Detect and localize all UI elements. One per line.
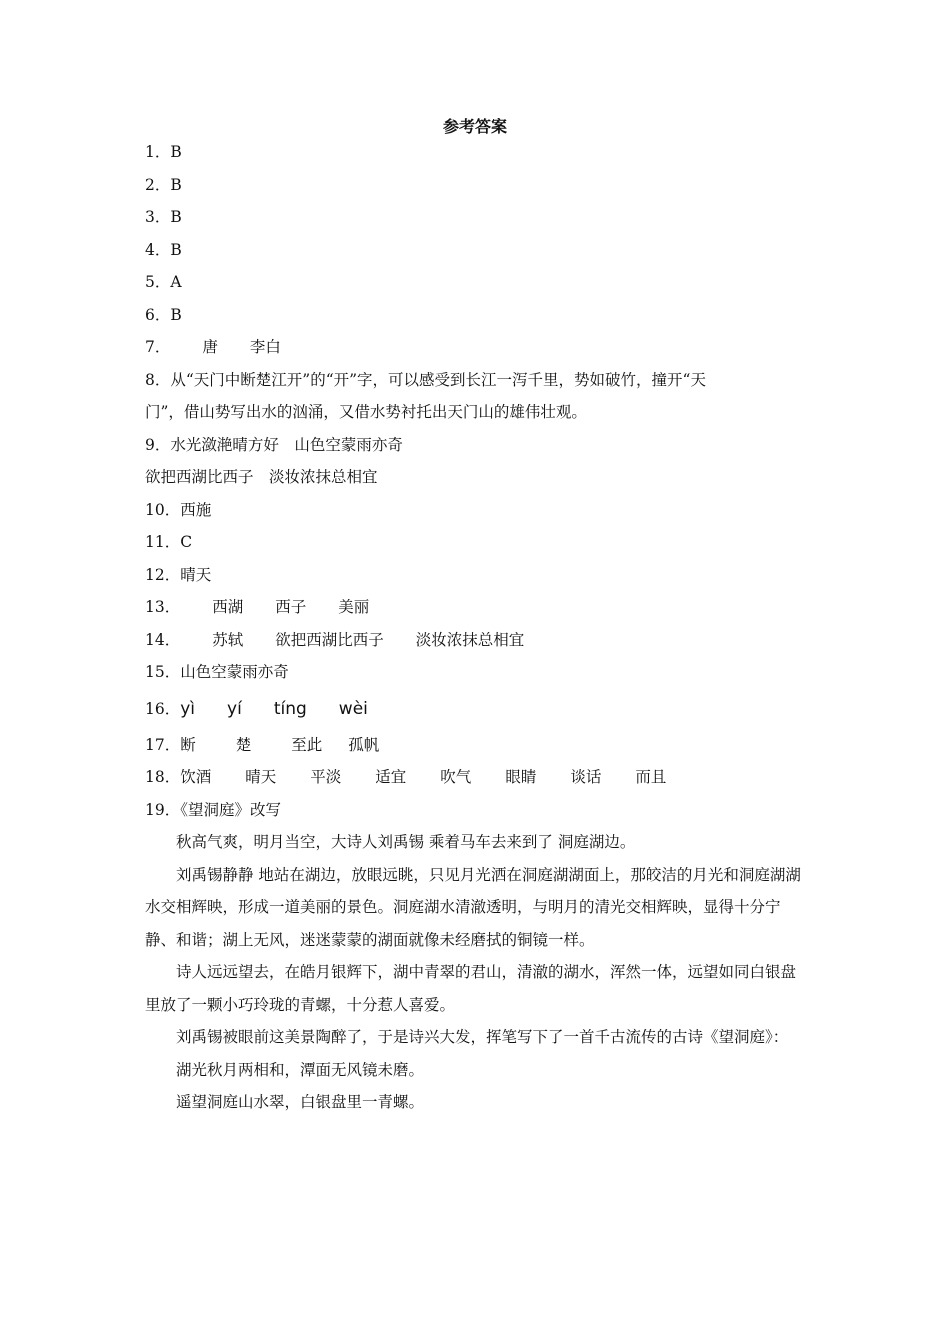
answer-9-line-1: 9．水光潋滟晴方好 山色空蒙雨亦奇	[145, 435, 403, 454]
answer-5: 5．A	[145, 273, 182, 291]
answer-13	[145, 591, 810, 624]
answer-part: 而且	[635, 768, 667, 786]
answer-19-paragraph-2: 刘禹锡静静 地站在湖边，放眼远眺，只见月光洒在洞庭湖湖面上，那皎洁的月光和洞庭湖湖水交相辉映，形成一道美丽的景色。洞庭湖水清澈透明，与明月的清光交相辉映，显得十分宁静、和谐；湖上无风，迷迷蒙蒙的湖面就像未经磨拭的铜镜一样。	[145, 865, 801, 949]
answer-part: 唐	[202, 338, 218, 356]
answer-17	[145, 729, 810, 762]
answer-part: 孤帆	[348, 735, 380, 754]
answer-18	[145, 761, 810, 794]
answer-16	[145, 689, 810, 729]
answer-14	[145, 624, 810, 657]
answer-8-line-2: 门”，借山势写出水的汹涌，又借水势衬托出天门山的雄伟壮观。	[145, 403, 587, 421]
answer-6: 6．B	[145, 305, 182, 324]
answer-part: 西子	[275, 598, 307, 616]
answer-number: 7．	[145, 338, 171, 356]
answer-19-paragraph-4: 刘禹锡被眼前这美景陶醉了，于是诗兴大发，挥笔写下了一首千古流传的古诗《望洞庭》：	[176, 1028, 789, 1046]
answer-2: 2．B	[145, 175, 182, 194]
answer-number: 14．	[145, 630, 181, 649]
answer-part: 至此	[291, 735, 323, 754]
answer-part: 饮酒	[180, 768, 212, 786]
answer-15: 15．山色空蒙雨亦奇	[145, 663, 289, 681]
answer-part: 李白	[249, 338, 281, 356]
answer-number: 13．	[145, 598, 181, 616]
answer-9-line-2: 欲把西湖比西子 淡妆浓抹总相宜	[145, 468, 378, 486]
answer-part: 西湖	[212, 598, 244, 616]
answer-part: 楚	[235, 735, 252, 754]
answer-part: 苏轼	[212, 630, 244, 649]
answer-part: 淡妆浓抹总相宜	[415, 630, 525, 649]
answer-part: 平淡	[310, 768, 342, 786]
answer-4: 4．B	[145, 240, 182, 259]
answer-10: 10．西施	[145, 500, 212, 519]
answer-7	[145, 331, 810, 364]
answer-part: 断	[180, 735, 196, 754]
answer-part: 眼睛	[505, 768, 537, 786]
pinyin: wèi	[338, 698, 368, 719]
answer-3: 3．B	[145, 208, 182, 226]
answer-number: 16．	[145, 699, 181, 718]
answer-12: 12．晴天	[145, 565, 212, 584]
answer-part: 欲把西湖比西子	[275, 630, 384, 649]
pinyin: yì	[180, 698, 196, 719]
pinyin: tíng	[273, 698, 307, 719]
answer-19-title: 19．《望洞庭》改写	[145, 800, 281, 819]
answer-part: 晴天	[245, 768, 277, 786]
answer-19-poem-line-1: 湖光秋月两相和，潭面无风镜未磨。	[176, 1060, 425, 1079]
answer-list	[145, 136, 810, 1119]
answer-part: 美丽	[338, 598, 370, 616]
answer-1: 1．B	[145, 143, 182, 161]
answer-part: 适宜	[375, 768, 407, 786]
answer-8-line-1: 8．从“天门中断楚江开”的“开”字，可以感受到长江一泻千里，势如破竹，撞开“天	[145, 370, 706, 389]
answer-19-paragraph-3: 诗人远远望去，在皓月银辉下，湖中青翠的君山，清澈的湖水，浑然一体，远望如同白银盘里放了一颗小巧玲珑的青螺，十分惹人喜爱。	[145, 963, 797, 1014]
page-title: 参考答案	[442, 117, 507, 136]
answer-part: 吹气	[440, 768, 472, 786]
answer-19-paragraph-1: 秋高气爽，明月当空，大诗人刘禹锡 乘着马车去来到了 洞庭湖边。	[176, 833, 636, 851]
answer-11: 11．C	[145, 533, 193, 551]
answer-number: 17．	[145, 735, 181, 754]
pinyin: yí	[227, 698, 242, 719]
answer-19-poem-line-2: 遥望洞庭山水翠，白银盘里一青螺。	[176, 1093, 425, 1111]
answer-part: 谈话	[570, 768, 602, 786]
answer-number: 18．	[145, 768, 181, 786]
